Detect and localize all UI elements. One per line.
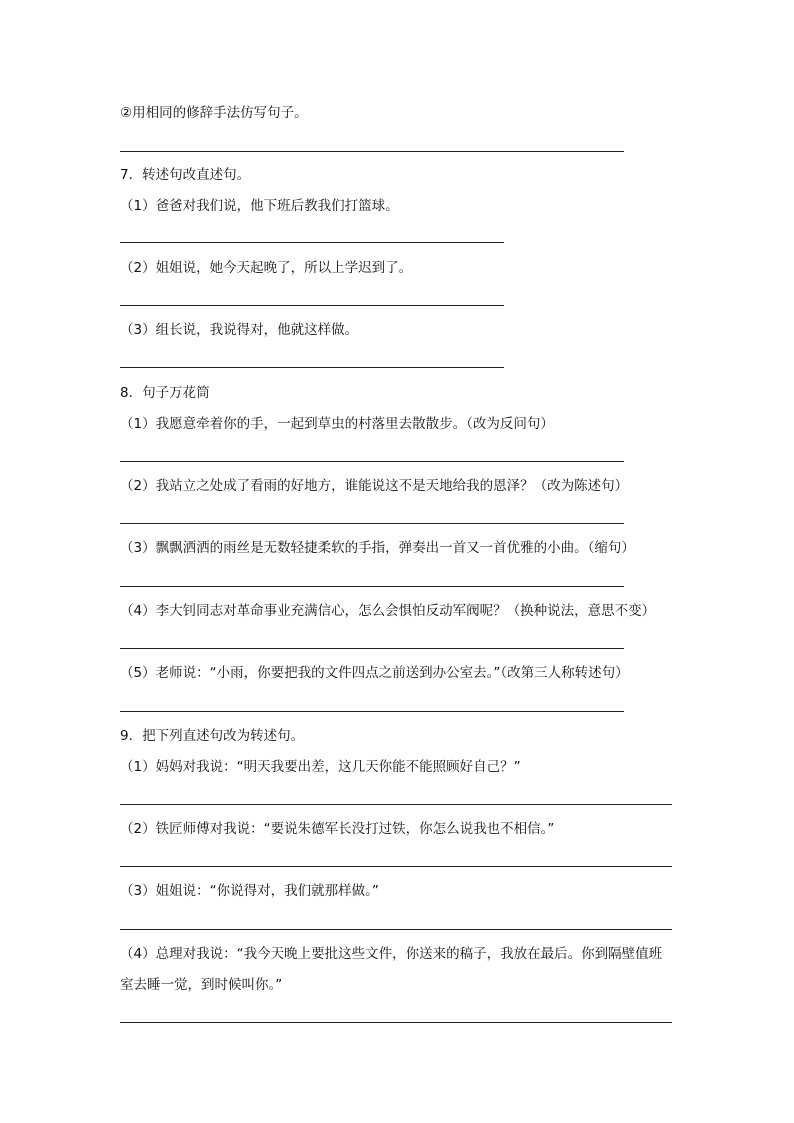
q9-item-4-line1: （4）总理对我说：“我今天晚上要批这些文件，你送来的稿子，我放在最后。你到隔壁值班 [120, 946, 663, 962]
q9-title: 9．把下列直述句改为转述句。 [120, 728, 305, 744]
q9-item-1: （1）妈妈对我说：“明天我要出差，这几天你能不能照顾好自己？” [120, 759, 521, 775]
q8-item-3: （3）飘飘洒洒的雨丝是无数轻捷柔软的手指，弹奏出一首又一首优雅的小曲。（缩句） [120, 540, 635, 556]
q7-item-2: （2）姐姐说，她今天起晚了，所以上学迟到了。 [120, 260, 413, 276]
q8-item-1: （1）我愿意牵着你的手，一起到草虫的村落里去散散步。（改为反问句） [120, 416, 554, 432]
q9-item-2: （2）铁匠师傅对我说：“要说朱德军长没打过铁，你怎么说我也不相信。” [120, 821, 555, 837]
q8-item-5: （5）老师说：“小雨，你要把我的文件四点之前送到办公室去。”（改第三人称转述句） [120, 665, 629, 681]
answer-line[interactable] [120, 367, 504, 368]
answer-line[interactable] [120, 461, 624, 462]
answer-line[interactable] [120, 648, 624, 649]
answer-line[interactable] [120, 1022, 672, 1023]
q9-item-4-line2: 室去睡一觉，到时候叫你。” [120, 977, 283, 993]
q9-item-3: （3）姐姐说：“你说得对，我们就那样做。” [120, 883, 379, 899]
q8-item-4: （4）李大钊同志对革命事业充满信心，怎么会惧怕反动军阀呢？（换种说法，意思不变） [120, 603, 656, 619]
answer-line[interactable] [120, 151, 624, 152]
answer-line[interactable] [120, 929, 672, 930]
q8-title: 8．句子万花筒 [120, 385, 210, 401]
q6-item-2: ②用相同的修辞手法仿写句子。 [120, 105, 308, 121]
answer-line[interactable] [120, 242, 504, 243]
answer-line[interactable] [120, 586, 624, 587]
answer-line[interactable] [120, 305, 504, 306]
q7-title: 7．转述句改直述句。 [120, 167, 251, 183]
answer-line[interactable] [120, 804, 672, 805]
answer-line[interactable] [120, 711, 624, 712]
q7-item-1: （1）爸爸对我们说，他下班后教我们打篮球。 [120, 198, 399, 214]
q8-item-2: （2）我站立之处成了看雨的好地方，谁能说这不是天地给我的恩泽？（改为陈述句） [120, 478, 629, 494]
q7-item-3: （3）组长说，我说得对，他就这样做。 [120, 322, 359, 338]
answer-line[interactable] [120, 523, 624, 524]
answer-line[interactable] [120, 866, 672, 867]
